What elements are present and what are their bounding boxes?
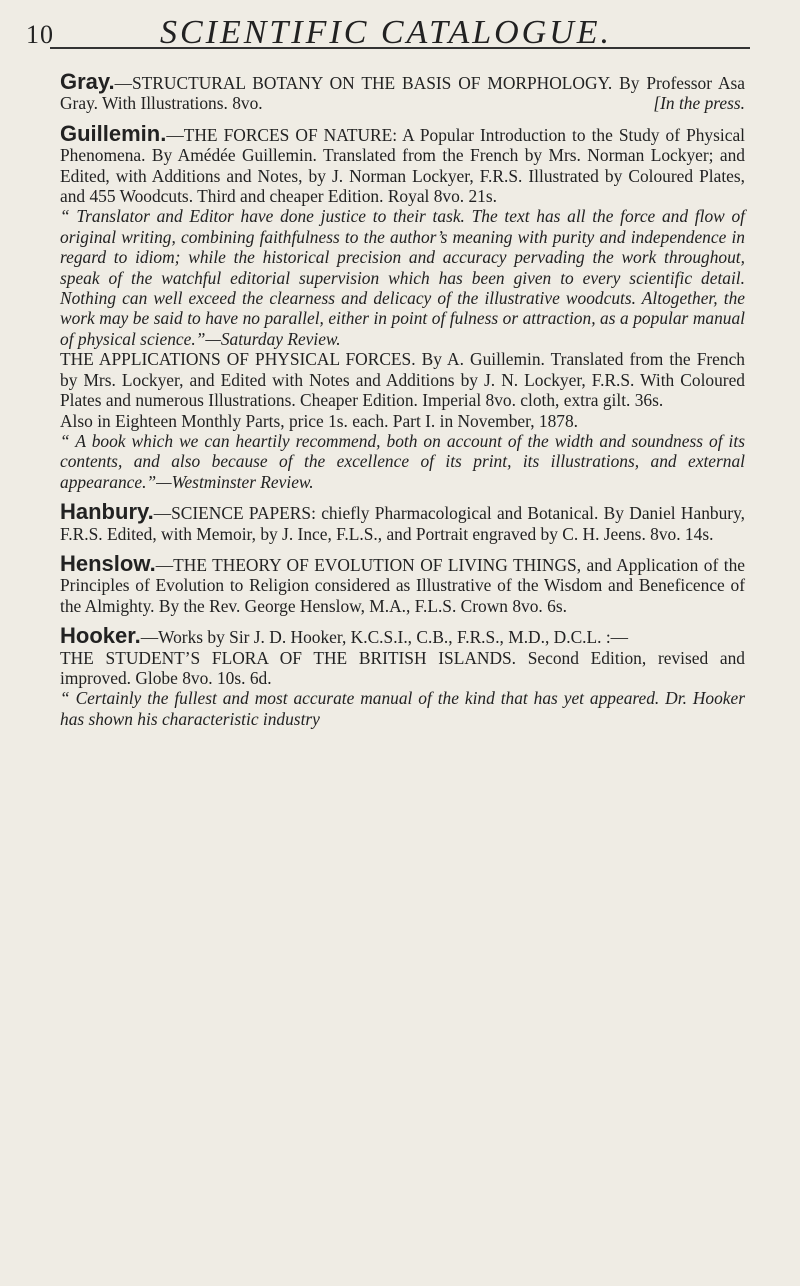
page-header xyxy=(26,14,746,62)
entry-author: Hooker. xyxy=(60,623,141,649)
entry-description: —STRUCTURAL BOTANY ON THE BASIS OF MORPHOLOGY. By Professor Asa Gray. With Illustrations. 8vo. xyxy=(60,73,745,114)
running-title: SCIENTIFIC CATALOGUE. xyxy=(159,14,613,51)
catalogue-entry-henslow xyxy=(60,550,745,616)
entry-review: “ Translator and Editor have done justice to their task. The text has all the force and flow of original writing, combining faithfulness to the author’s meaning with purity and independence in regard to idiom; while the historical precision and accuracy pervading the work throughout, speak of the watchful editorial supervision which has been given to every scientific detail. Nothing can well exceed the clearness and delicacy of the illustrative woodcuts. Altogether, the work may be said to have no parallel, either in point of fulness or attraction, as a popular manual of physical science.”—Saturday Review. xyxy=(60,206,745,349)
sub-entry-applications: THE APPLICATIONS OF PHYSICAL FORCES. By A. Guillemin. Translated from the French by Mrs. Lockyer, and Edited with Notes and Additions by J. N. Lockyer, F.R.S. With Coloured Plates and numerous Illustrations. Cheaper Edition. Imperial 8vo. cloth, extra gilt. 36s. xyxy=(60,349,745,411)
entry-text xyxy=(60,69,745,114)
catalogue-entry-gray xyxy=(60,69,745,114)
sub-entry-review: “ A book which we can heartily recommend, both on account of the width and soundness of its contents, and also because of the excellence of its print, its illustrations, and external appearance.”—Westminster Review. xyxy=(60,430,745,492)
entry-text xyxy=(60,499,745,544)
catalogue-entry-hanbury xyxy=(60,499,745,544)
page-number: 10 xyxy=(26,20,54,49)
entry-text xyxy=(60,550,745,616)
entry-text xyxy=(60,623,745,649)
entry-description: —SCIENCE PAPERS: chiefly Pharmacological and Botanical. By Daniel Hanbury, F.R.S. Edited, with Memoir, by J. Ince, F.L.S., and Portrait engraved by C. H. Jeens. 8vo. 14s. xyxy=(60,503,745,544)
entry-note: [In the press. xyxy=(653,93,745,114)
entry-author: Henslow. xyxy=(60,550,156,576)
sub-entry-students-flora: THE STUDENT’S FLORA OF THE BRITISH ISLANDS. Second Edition, revised and improved. Globe 8vo. 10s. 6d. xyxy=(60,647,745,688)
catalogue-content xyxy=(60,69,745,739)
catalogue-entry-guillemin xyxy=(60,120,745,492)
entry-author: Gray. xyxy=(60,69,115,94)
entry-text xyxy=(60,120,745,207)
catalogue-entry-hooker xyxy=(60,623,745,729)
entry-description: —THE THEORY OF EVOLUTION OF LIVING THINGS, and Application of the Principles of Evolution to Religion considered as Illustrative of the Wisdom and Beneficence of the Almighty. By the Rev. George Henslow, M.A., F.L.S. Crown 8vo. 6s. xyxy=(60,554,745,616)
header-rule xyxy=(50,47,750,49)
entry-author: Guillemin. xyxy=(60,120,167,146)
entry-description: —THE FORCES OF NATURE: A Popular Introduction to the Study of Physical Phenomena. By Amédée Guillemin. Translated from the French by Mrs. Norman Lockyer; and Edited, with Additions and Notes, by J. Norman Lockyer, F.R.S. Illustrated by Coloured Plates, and 455 Woodcuts. Third and cheaper Edition. Royal 8vo. 21s. xyxy=(60,124,745,207)
entry-description: —Works by Sir J. D. Hooker, K.C.S.I., C.B., F.R.S., M.D., D.C.L. :— xyxy=(140,627,629,648)
sub-entry-review: “ Certainly the fullest and most accurate manual of the kind that has yet appeared. Dr. Hooker has shown his characteristic industry xyxy=(60,688,745,729)
entry-author: Hanbury. xyxy=(60,499,154,525)
sub-entry-extra: Also in Eighteen Monthly Parts, price 1s. each. Part I. in November, 1878. xyxy=(60,410,579,431)
